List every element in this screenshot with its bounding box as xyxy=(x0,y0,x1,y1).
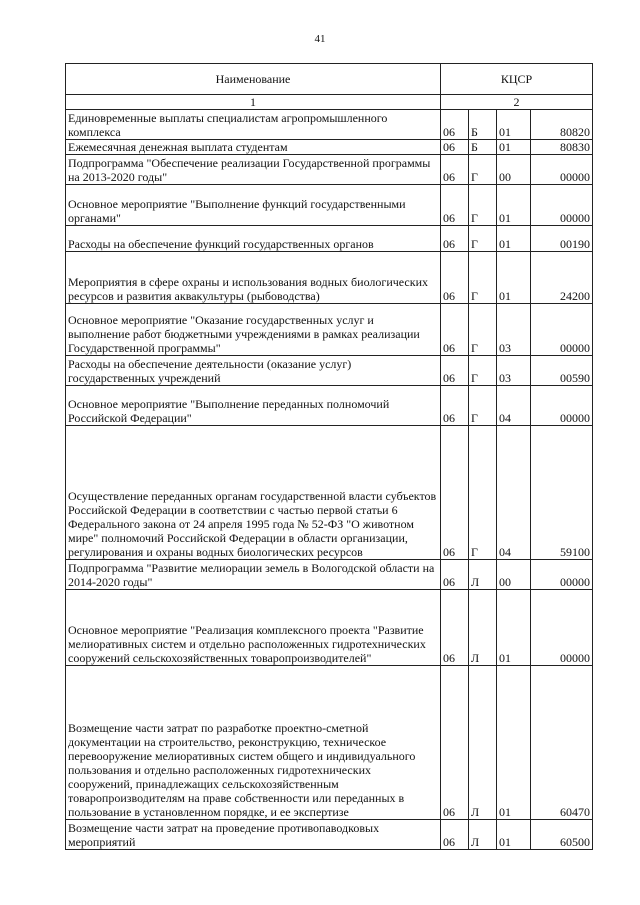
code-subprogram: Б xyxy=(469,140,497,155)
row-name: Мероприятия в сфере охраны и использования водных биологических ресурсов и развития аквакультуры (рыбоводства) xyxy=(66,252,441,304)
code-subprogram: Г xyxy=(469,226,497,252)
code-subprogram: Л xyxy=(469,590,497,666)
code-program: 06 xyxy=(441,304,469,356)
column-number-name: 1 xyxy=(66,95,441,110)
table-row xyxy=(66,560,593,590)
code-direction: 00000 xyxy=(531,560,593,590)
code-activity: 01 xyxy=(497,666,531,820)
code-subprogram: Л xyxy=(469,666,497,820)
table-row xyxy=(66,185,593,226)
code-direction: 00000 xyxy=(531,185,593,226)
code-subprogram: Б xyxy=(469,110,497,140)
row-name: Основное мероприятие "Выполнение переданных полномочий Российской Федерации" xyxy=(66,386,441,426)
table-row xyxy=(66,386,593,426)
table-row xyxy=(66,140,593,155)
code-activity: 01 xyxy=(497,590,531,666)
code-program: 06 xyxy=(441,155,469,185)
table-row xyxy=(66,356,593,386)
code-activity: 03 xyxy=(497,356,531,386)
code-direction: 00590 xyxy=(531,356,593,386)
code-subprogram: Г xyxy=(469,185,497,226)
code-direction: 24200 xyxy=(531,252,593,304)
header-row xyxy=(66,64,593,95)
code-program: 06 xyxy=(441,560,469,590)
code-program: 06 xyxy=(441,820,469,850)
row-name: Основное мероприятие "Выполнение функций государственными органами" xyxy=(66,185,441,226)
table-row xyxy=(66,820,593,850)
table-row xyxy=(66,304,593,356)
table-row xyxy=(66,110,593,140)
code-direction: 00190 xyxy=(531,226,593,252)
column-number-code: 2 xyxy=(441,95,593,110)
code-subprogram: Г xyxy=(469,386,497,426)
code-program: 06 xyxy=(441,590,469,666)
table-row xyxy=(66,426,593,560)
code-direction: 00000 xyxy=(531,155,593,185)
code-program: 06 xyxy=(441,666,469,820)
row-name: Подпрограмма "Обеспечение реализации Государственной программы на 2013-2020 годы" xyxy=(66,155,441,185)
code-subprogram: Л xyxy=(469,560,497,590)
code-activity: 01 xyxy=(497,185,531,226)
table-row xyxy=(66,226,593,252)
code-subprogram: Г xyxy=(469,356,497,386)
code-activity: 04 xyxy=(497,426,531,560)
code-activity: 01 xyxy=(497,820,531,850)
code-direction: 00000 xyxy=(531,590,593,666)
code-program: 06 xyxy=(441,356,469,386)
row-name: Осуществление переданных органам государственной власти субъектов Российской Федерации в соответствии с частью первой статьи 6 Федерального закона от 24 апреля 1995 года № 52-ФЗ "О животном мире" полномочий Российской Федерации в области организации, регулирования и охраны водных биологических ресурсов xyxy=(66,426,441,560)
code-subprogram: Г xyxy=(469,252,497,304)
row-name: Расходы на обеспечение деятельности (оказание услуг) государственных учреждений xyxy=(66,356,441,386)
code-direction: 80820 xyxy=(531,110,593,140)
code-activity: 01 xyxy=(497,252,531,304)
row-name: Расходы на обеспечение функций государственных органов xyxy=(66,226,441,252)
table-row xyxy=(66,590,593,666)
code-direction: 80830 xyxy=(531,140,593,155)
row-name: Возмещение части затрат по разработке проектно-сметной документации на строительство, реконструкцию, техническое перевооружение мелиоративных систем общего и индивидуального пользования и отдельно расположенных гидротехнических сооружений, принадлежащих сельскохозяйственным товаропроизводителям на праве собственности или переданных в пользование в установленном порядке, и ее экспертизе xyxy=(66,666,441,820)
code-subprogram: Л xyxy=(469,820,497,850)
code-activity: 01 xyxy=(497,140,531,155)
table-row xyxy=(66,252,593,304)
code-activity: 03 xyxy=(497,304,531,356)
column-header-name: Наименование xyxy=(66,64,441,95)
code-program: 06 xyxy=(441,185,469,226)
row-name: Ежемесячная денежная выплата студентам xyxy=(66,140,441,155)
code-program: 06 xyxy=(441,426,469,560)
column-number-row xyxy=(66,95,593,110)
code-direction: 00000 xyxy=(531,304,593,356)
code-program: 06 xyxy=(441,252,469,304)
table-body xyxy=(66,110,593,850)
row-name: Единовременные выплаты специалистам агропромышленного комплекса xyxy=(66,110,441,140)
code-direction: 60500 xyxy=(531,820,593,850)
code-activity: 01 xyxy=(497,110,531,140)
code-activity: 00 xyxy=(497,560,531,590)
code-activity: 04 xyxy=(497,386,531,426)
code-subprogram: Г xyxy=(469,155,497,185)
code-subprogram: Г xyxy=(469,304,497,356)
code-activity: 01 xyxy=(497,226,531,252)
row-name: Основное мероприятие "Оказание государственных услуг и выполнение работ бюджетными учреждениями в рамках реализации Государственной программы" xyxy=(66,304,441,356)
code-direction: 60470 xyxy=(531,666,593,820)
code-activity: 00 xyxy=(497,155,531,185)
table-row xyxy=(66,666,593,820)
code-program: 06 xyxy=(441,386,469,426)
budget-classification-table xyxy=(65,63,593,850)
row-name: Возмещение части затрат на проведение противопаводковых мероприятий xyxy=(66,820,441,850)
table-row xyxy=(66,155,593,185)
code-subprogram: Г xyxy=(469,426,497,560)
code-direction: 59100 xyxy=(531,426,593,560)
code-direction: 00000 xyxy=(531,386,593,426)
row-name: Основное мероприятие "Реализация комплексного проекта "Развитие мелиоративных систем и отдельно расположенных гидротехнических сооружений сельскохозяйственных товаропроизводителей" xyxy=(66,590,441,666)
row-name: Подпрограмма "Развитие мелиорации земель в Вологодской области на 2014-2020 годы" xyxy=(66,560,441,590)
code-program: 06 xyxy=(441,226,469,252)
code-program: 06 xyxy=(441,140,469,155)
page-number: 41 xyxy=(314,33,326,45)
column-header-code: КЦСР xyxy=(441,64,593,95)
code-program: 06 xyxy=(441,110,469,140)
